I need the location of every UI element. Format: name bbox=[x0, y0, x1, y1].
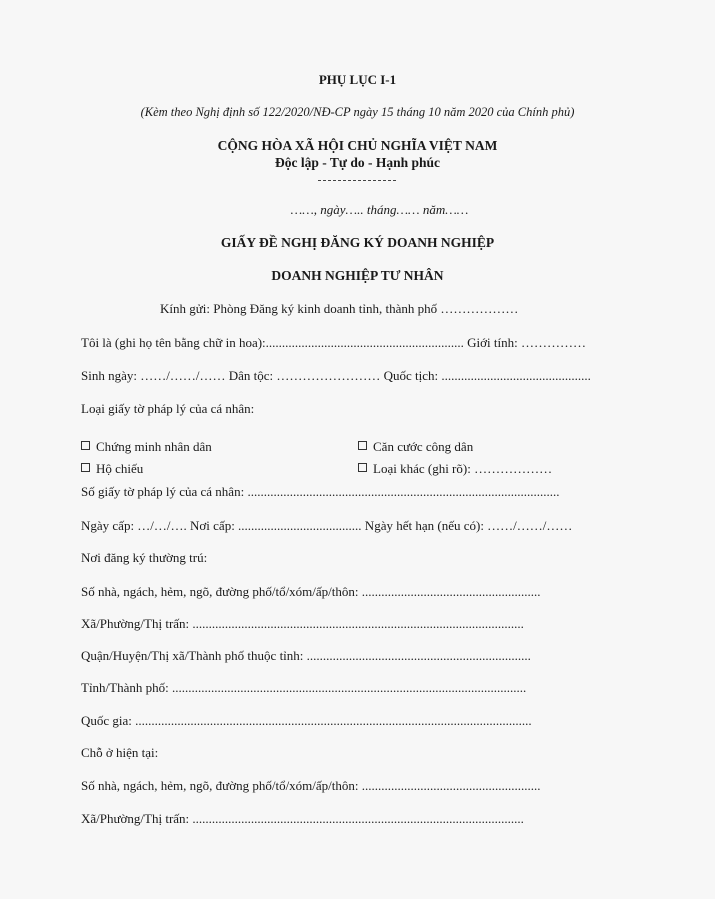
permanent-province-field[interactable]: Tỉnh/Thành phố: ............................................................................................................. bbox=[81, 680, 527, 695]
option-id-card[interactable] bbox=[81, 439, 212, 455]
permanent-street-field[interactable]: Số nhà, ngách, hẻm, ngõ, đường phố/tổ/xóm/ấp/thôn: ....................................................... bbox=[81, 584, 541, 599]
current-ward-field[interactable]: Xã/Phường/Thị trấn: ...................................................................................................... bbox=[81, 811, 524, 826]
checkbox-icon[interactable] bbox=[358, 463, 367, 472]
current-street-field[interactable]: Số nhà, ngách, hẻm, ngõ, đường phố/tổ/xóm/ấp/thôn: ....................................................... bbox=[81, 778, 541, 793]
checkbox-icon[interactable] bbox=[358, 441, 367, 450]
permanent-country-field[interactable]: Quốc gia: .......................................................................................................................... bbox=[81, 713, 532, 728]
form-subtitle: DOANH NGHIỆP TƯ NHÂN bbox=[271, 268, 444, 283]
form-title: GIẤY ĐỀ NGHỊ ĐĂNG KÝ DOANH NGHIỆP bbox=[220, 235, 495, 250]
current-residence-label: Chỗ ở hiện tại: bbox=[81, 745, 159, 760]
full-name-field[interactable]: Tôi là (ghi họ tên bằng chữ in hoa):............................................................. Giới tính: …………… bbox=[81, 335, 586, 350]
issue-info-field[interactable]: Ngày cấp: …/…/…. Nơi cấp: ...................................... Ngày hết hạn (nếu có): ……/……/…… bbox=[81, 518, 573, 533]
birth-ethnicity-nationality-field[interactable]: Sinh ngày: ……/……/…… Dân tộc: …………………… Quốc tịch: .............................................. bbox=[81, 368, 591, 383]
option-other-label: Loại khác (ghi rõ): ……………… bbox=[373, 461, 553, 476]
option-id-card-label: Chứng minh nhân dân bbox=[96, 439, 212, 454]
national-motto: Độc lập - Tự do - Hạnh phúc bbox=[274, 155, 441, 170]
option-passport-label: Hộ chiếu bbox=[96, 461, 144, 476]
id-number-field[interactable]: Số giấy tờ pháp lý của cá nhân: ................................................................................................ bbox=[81, 484, 560, 499]
permanent-district-field[interactable]: Quận/Huyện/Thị xã/Thành phố thuộc tỉnh: ..................................................................... bbox=[81, 648, 531, 663]
option-other[interactable] bbox=[358, 461, 552, 477]
option-passport[interactable] bbox=[81, 461, 143, 477]
appendix-title: PHỤ LỤC I-1 bbox=[318, 72, 397, 87]
option-citizen-card[interactable] bbox=[358, 439, 473, 455]
id-type-label: Loại giấy tờ pháp lý của cá nhân: bbox=[81, 401, 255, 416]
country-name: CỘNG HÒA XÃ HỘI CHỦ NGHĨA VIỆT NAM bbox=[217, 138, 498, 153]
checkbox-icon[interactable] bbox=[81, 463, 90, 472]
decree-reference: (Kèm theo Nghị định số 122/2020/NĐ-CP ngày 15 tháng 10 năm 2020 của Chính phủ) bbox=[140, 105, 575, 119]
permanent-ward-field[interactable]: Xã/Phường/Thị trấn: ...................................................................................................... bbox=[81, 616, 524, 631]
option-citizen-card-label: Căn cước công dân bbox=[373, 439, 474, 454]
recipient-line: Kính gửi: Phòng Đăng ký kinh doanh tỉnh, thành phố ……………… bbox=[160, 301, 519, 316]
motto-divider bbox=[318, 180, 396, 181]
date-line: ……, ngày….. tháng…… năm…… bbox=[290, 202, 469, 217]
permanent-residence-label: Nơi đăng ký thường trú: bbox=[81, 550, 208, 565]
checkbox-icon[interactable] bbox=[81, 441, 90, 450]
